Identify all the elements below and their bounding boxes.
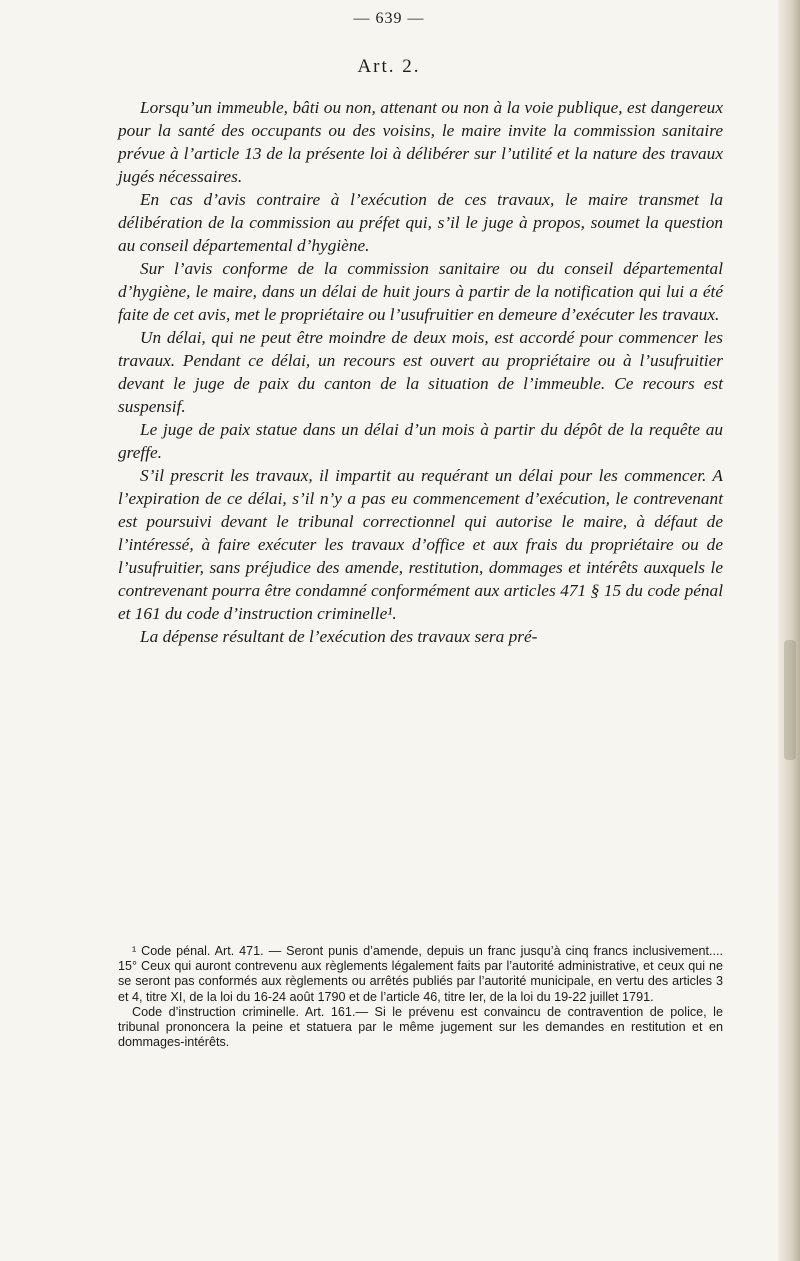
body-paragraph: Un délai, qui ne peut être moindre de deux mois, est accordé pour commencer les travaux. Pendant ce délai, un recours est ouvert au propriétaire ou à l’usufruitier devant le juge de paix du canton de la situation de l’immeuble. Ce recours est suspensif. bbox=[118, 328, 723, 416]
article-title: Art. 2. bbox=[357, 56, 421, 77]
article-body bbox=[118, 96, 723, 648]
body-paragraph: Le juge de paix statue dans un délai d’un mois à partir du dépôt de la requête au greffe. bbox=[118, 420, 723, 462]
page-number: — 639 — bbox=[353, 10, 425, 27]
body-paragraph: Sur l’avis conforme de la commission sanitaire ou du conseil départemental d’hygiène, le maire, dans un délai de huit jours à partir de la notification qui lui a été faite de cet avis, met le propriétaire ou l’usufruitier en demeure d’exécuter les travaux. bbox=[118, 259, 723, 324]
body-paragraph: La dépense résultant de l’exécution des travaux sera pré- bbox=[140, 627, 538, 646]
footnotes bbox=[118, 944, 723, 1050]
body-paragraph: S’il prescrit les travaux, il impartit au requérant un délai pour les commencer. A l’expiration de ce délai, s’il n’y a pas eu commencement d’exécution, le contrevenant est poursuivi devant le tribunal correctionnel qui autorise le maire, à défaut de l’intéressé, à faire exécuter les travaux d’office et aux frais du propriétaire ou de l’usufruitier, sans préjudice des amende, restitution, dommages et intérêts auxquels le contrevenant pourra être condamné conformément aux articles 471 § 15 du code pénal et 161 du code d’instruction criminelle¹. bbox=[118, 466, 723, 623]
body-paragraph: Lorsqu’un immeuble, bâti ou non, attenant ou non à la voie publique, est dangereux pour la santé des occupants ou des voisins, le maire invite la commission sanitaire prévue à l’article 13 de la présente loi à délibérer sur l’utilité et la nature des travaux jugés nécessaires. bbox=[118, 98, 723, 186]
footnote-code-instruction: Code d’instruction criminelle. Art. 161.— Si le prévenu est convaincu de contravention de police, le tribunal prononcera la peine et statuera par le même jugement sur les demandes en restitution et en dommages-intérêts. bbox=[118, 1004, 723, 1050]
page-edge-shadow bbox=[778, 0, 800, 1261]
footnote-code-penal: ¹ Code pénal. Art. 471. — Seront punis d’amende, depuis un franc jusqu’à cinq francs inclusivement.... 15° Ceux qui auront contrevenu aux règlements légalement faits par l’autorité administrative, et ceux qui ne se seront pas conformés aux règlements ou arrêtés publiés par l’autorité municipale, en vertu des articles 3 et 4, titre XI, de la loi du 16-24 août 1790 et de l’article 46, titre Ier, de la loi du 19-22 juillet 1791. bbox=[118, 944, 723, 1004]
body-paragraph: En cas d’avis contraire à l’exécution de ces travaux, le maire transmet la délibération de la commission au préfet qui, s’il le juge à propos, soumet la question au conseil départemental d’hygiène. bbox=[118, 190, 723, 255]
